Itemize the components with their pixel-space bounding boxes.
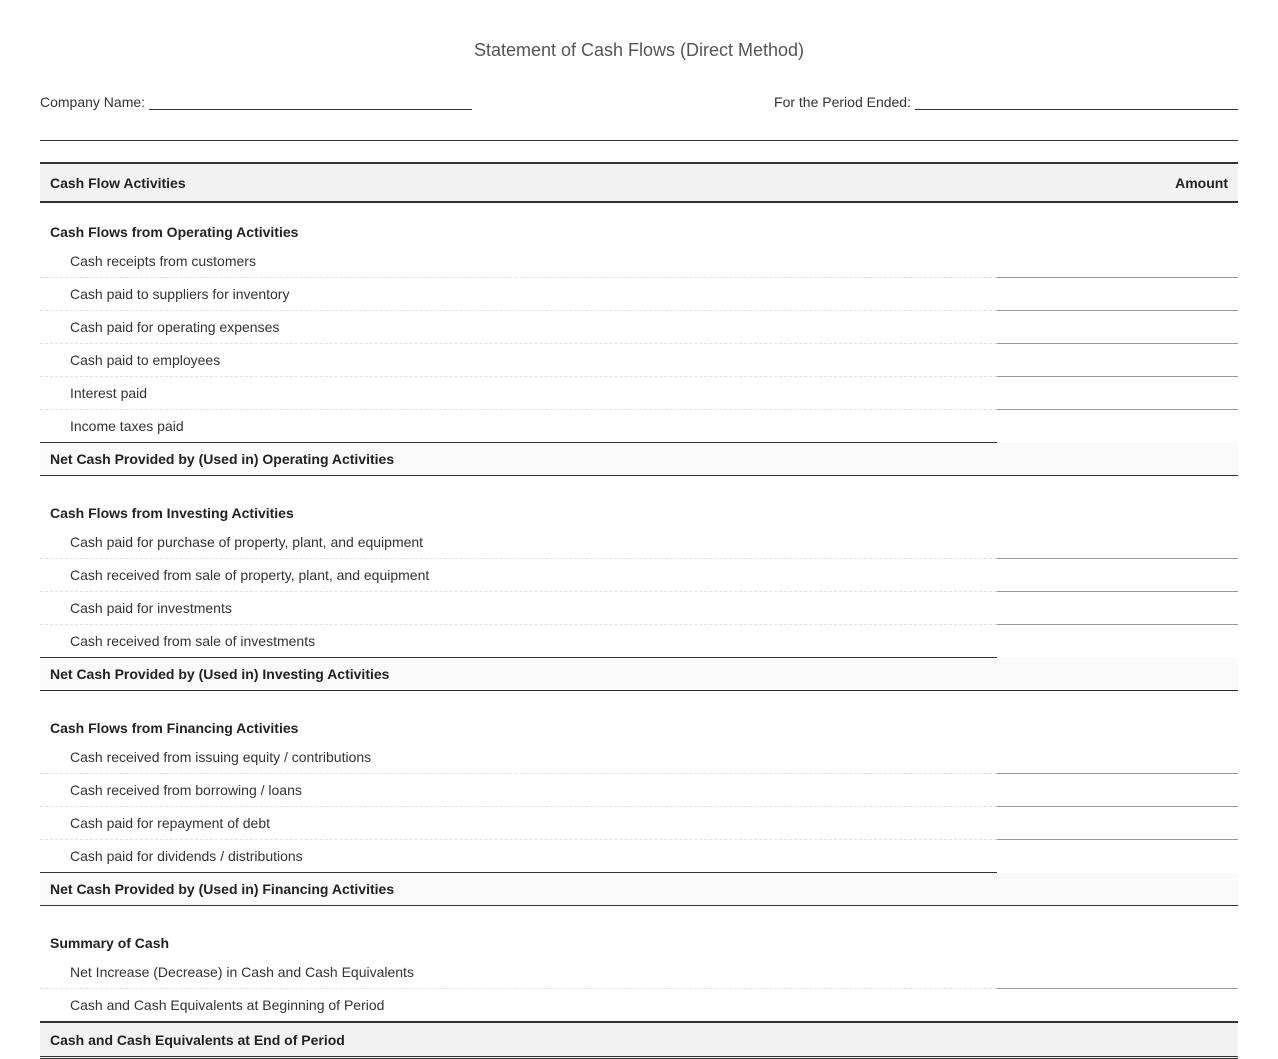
table-row: [40, 410, 1238, 443]
table-row: [40, 526, 1238, 559]
period-ended-field: [774, 93, 1238, 110]
table-row: [40, 559, 1238, 592]
period-ended-label: For the Period Ended:: [774, 94, 911, 110]
company-name-label: Company Name:: [40, 94, 146, 110]
table-row: [40, 625, 1238, 658]
column-header-amount: Amount: [997, 163, 1238, 202]
total-amount-cell[interactable]: [997, 873, 1238, 906]
table-row: [40, 807, 1238, 840]
amount-cell[interactable]: [997, 625, 1238, 658]
table-row: [40, 989, 1238, 1023]
row-label: Cash and Cash Equivalents at Beginning of Period: [70, 997, 385, 1013]
row-label: Income taxes paid: [70, 418, 184, 434]
total-row-operating: [40, 443, 1238, 476]
statement-page: [40, 0, 1238, 1048]
amount-cell[interactable]: [997, 774, 1238, 807]
total-amount-cell[interactable]: [997, 443, 1238, 476]
row-label: Cash receipts from customers: [40, 245, 997, 278]
row-label: Cash paid for investments: [40, 592, 997, 625]
amount-cell[interactable]: [997, 956, 1238, 989]
table-row: [40, 245, 1238, 278]
amount-cell[interactable]: [997, 592, 1238, 625]
grand-total-row: [40, 1022, 1238, 1058]
amount-cell[interactable]: [997, 840, 1238, 873]
page-title: Statement of Cash Flows (Direct Method): [473, 40, 805, 60]
header-divider: [40, 140, 1238, 141]
table-row: [40, 840, 1238, 873]
total-label: Net Cash Provided by (Used in) Financing Activities: [40, 873, 997, 906]
section-heading-investing: Cash Flows from Investing Activities: [50, 505, 294, 521]
row-label: Cash paid for operating expenses: [40, 311, 997, 344]
row-label: Cash paid for purchase of property, plant, and equipment: [40, 526, 997, 559]
grand-total-amount-cell[interactable]: [997, 1022, 1238, 1058]
row-label: Cash paid for repayment of debt: [40, 807, 997, 840]
amount-cell[interactable]: [997, 344, 1238, 377]
row-label: Cash received from sale of property, plant, and equipment: [40, 559, 997, 592]
row-label: Cash received from issuing equity / contributions: [40, 741, 997, 774]
amount-cell[interactable]: [997, 741, 1238, 774]
company-name-field: [40, 93, 472, 110]
row-label: Cash received from borrowing / loans: [40, 774, 997, 807]
amount-cell[interactable]: [997, 245, 1238, 278]
amount-cell[interactable]: [997, 559, 1238, 592]
amount-cell[interactable]: [997, 526, 1238, 559]
amount-cell[interactable]: [997, 410, 1238, 443]
table-row: [40, 344, 1238, 377]
amount-cell[interactable]: [997, 278, 1238, 311]
table-row: [40, 592, 1238, 625]
row-label: Cash paid to employees: [40, 344, 997, 377]
amount-cell[interactable]: [997, 989, 1238, 1023]
section-heading-operating: Cash Flows from Operating Activities: [50, 224, 299, 240]
table-row: [40, 377, 1238, 410]
table-row: [40, 311, 1238, 344]
company-name-input-line[interactable]: [149, 93, 472, 110]
amount-cell[interactable]: [997, 377, 1238, 410]
row-label: Net Increase (Decrease) in Cash and Cash Equivalents: [40, 956, 997, 989]
grand-total-label: Cash and Cash Equivalents at End of Period: [40, 1022, 997, 1058]
total-label: Net Cash Provided by (Used in) Investing Activities: [40, 658, 997, 691]
period-ended-input-line[interactable]: [915, 93, 1238, 110]
table-row: [40, 278, 1238, 311]
table-row: [40, 956, 1238, 989]
cash-flow-table: [40, 162, 1238, 1059]
total-amount-cell[interactable]: [997, 658, 1238, 691]
table-row: [40, 774, 1238, 807]
total-row-investing: [40, 658, 1238, 691]
table-header-row: [40, 163, 1238, 202]
row-label: Cash paid to suppliers for inventory: [40, 278, 997, 311]
row-label: Interest paid: [40, 377, 997, 410]
table-row: [40, 741, 1238, 774]
section-heading-summary: Summary of Cash: [50, 935, 170, 951]
meta-row: [40, 93, 1238, 133]
row-label: Cash paid for dividends / distributions: [70, 848, 303, 864]
column-header-activities: Cash Flow Activities: [40, 163, 997, 202]
amount-cell[interactable]: [997, 807, 1238, 840]
total-row-financing: [40, 873, 1238, 906]
amount-cell[interactable]: [997, 311, 1238, 344]
total-label: Net Cash Provided by (Used in) Operating Activities: [40, 443, 997, 476]
section-heading-financing: Cash Flows from Financing Activities: [50, 720, 299, 736]
row-label: Cash received from sale of investments: [70, 633, 316, 649]
